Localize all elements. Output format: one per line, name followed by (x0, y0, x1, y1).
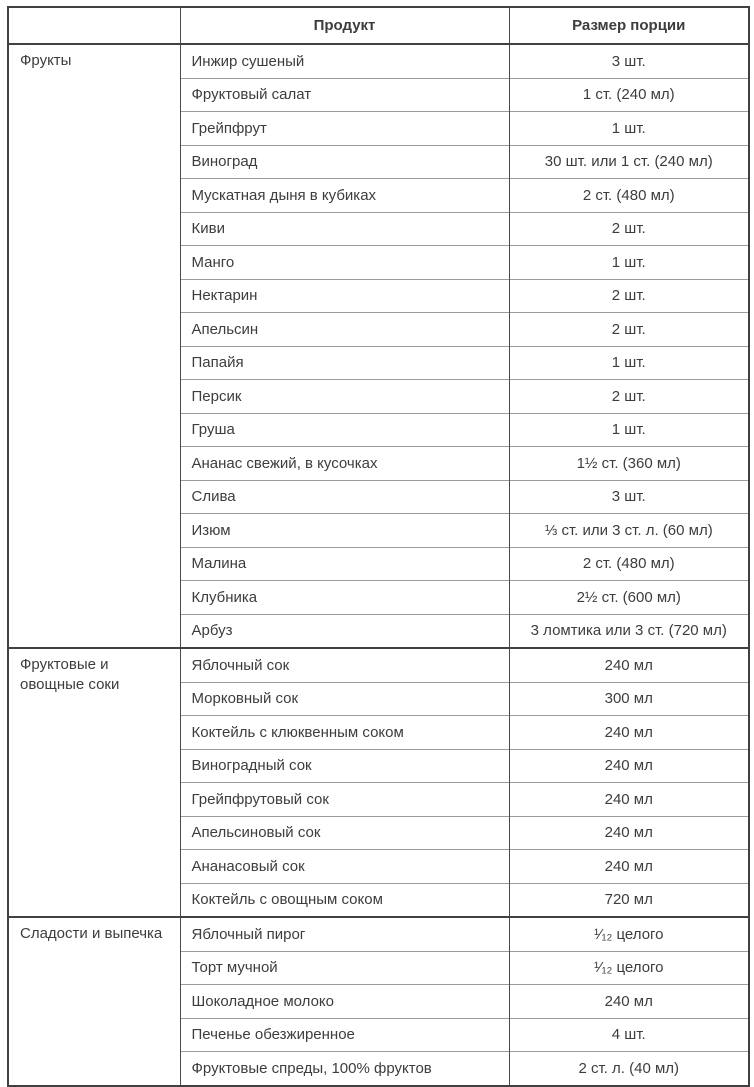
portion-cell: 240 мл (509, 816, 749, 850)
product-cell: Инжир сушеный (180, 44, 509, 78)
product-cell: Грейпфрутовый сок (180, 783, 509, 817)
portion-cell: 1 шт. (509, 413, 749, 447)
table-row (8, 648, 749, 682)
portion-cell: ¹⁄₁₂ целого (509, 951, 749, 985)
product-cell: Яблочный пирог (180, 917, 509, 951)
product-cell: Фруктовый салат (180, 78, 509, 112)
portion-cell: 2 ст. (480 мл) (509, 547, 749, 581)
portion-cell: 1½ ст. (360 мл) (509, 447, 749, 481)
portion-cell: 2 шт. (509, 380, 749, 414)
product-cell: Коктейль с клюквенным соком (180, 716, 509, 750)
header-row (8, 7, 749, 44)
product-cell: Клубника (180, 581, 509, 615)
product-cell: Персик (180, 380, 509, 414)
product-cell: Торт мучной (180, 951, 509, 985)
table-row (8, 44, 749, 78)
portion-cell: 2½ ст. (600 мл) (509, 581, 749, 615)
portion-cell: 2 шт. (509, 313, 749, 347)
portion-size-table (7, 6, 750, 1087)
portion-cell: ⅓ ст. или 3 ст. л. (60 мл) (509, 514, 749, 548)
product-cell: Малина (180, 547, 509, 581)
header-product: Продукт (180, 7, 509, 44)
product-cell: Ананасовый сок (180, 850, 509, 884)
table-body (8, 44, 749, 1086)
category-cell: Сладости и выпечка (20, 925, 163, 942)
portion-cell: 3 шт. (509, 44, 749, 78)
product-cell: Апельсиновый сок (180, 816, 509, 850)
portion-cell: 240 мл (509, 783, 749, 817)
portion-cell: 1 шт. (509, 246, 749, 280)
product-cell: Яблочный сок (180, 648, 509, 682)
product-cell: Папайя (180, 346, 509, 380)
product-cell: Манго (180, 246, 509, 280)
product-cell: Апельсин (180, 313, 509, 347)
category-cell: Фрукты (20, 52, 72, 69)
product-cell: Арбуз (180, 614, 509, 648)
product-cell: Виноград (180, 145, 509, 179)
portion-cell: 2 ст. (480 мл) (509, 179, 749, 213)
portion-cell: 3 шт. (509, 480, 749, 514)
product-cell: Ананас свежий, в кусочках (180, 447, 509, 481)
category-cell: Фруктовые и овощные соки (20, 656, 120, 693)
portion-cell: 720 мл (509, 883, 749, 917)
product-cell: Грейпфрут (180, 112, 509, 146)
portion-cell: 2 шт. (509, 212, 749, 246)
header-portion: Размер порции (509, 7, 749, 44)
portion-cell: 240 мл (509, 716, 749, 750)
product-cell: Коктейль с овощным соком (180, 883, 509, 917)
product-cell: Фруктовые спреды, 100% фруктов (180, 1052, 509, 1086)
portion-cell: 4 шт. (509, 1018, 749, 1052)
product-cell: Груша (180, 413, 509, 447)
portion-cell: 240 мл (509, 985, 749, 1019)
portion-cell: 2 шт. (509, 279, 749, 313)
portion-cell: 300 мл (509, 682, 749, 716)
product-cell: Нектарин (180, 279, 509, 313)
product-cell: Киви (180, 212, 509, 246)
portion-cell: ¹⁄₁₂ целого (509, 917, 749, 951)
portion-cell: 30 шт. или 1 ст. (240 мл) (509, 145, 749, 179)
portion-cell: 1 шт. (509, 112, 749, 146)
product-cell: Печенье обезжиренное (180, 1018, 509, 1052)
product-cell: Изюм (180, 514, 509, 548)
header-category-empty (8, 7, 180, 44)
product-cell: Мускатная дыня в кубиках (180, 179, 509, 213)
product-cell: Морковный сок (180, 682, 509, 716)
portion-cell: 240 мл (509, 648, 749, 682)
portion-cell: 3 ломтика или 3 ст. (720 мл) (509, 614, 749, 648)
portion-cell: 240 мл (509, 850, 749, 884)
product-cell: Шоколадное молоко (180, 985, 509, 1019)
portion-cell: 240 мл (509, 749, 749, 783)
portion-cell: 2 ст. л. (40 мл) (509, 1052, 749, 1086)
table-row (8, 917, 749, 951)
portion-cell: 1 ст. (240 мл) (509, 78, 749, 112)
portion-cell: 1 шт. (509, 346, 749, 380)
product-cell: Виноградный сок (180, 749, 509, 783)
product-cell: Слива (180, 480, 509, 514)
